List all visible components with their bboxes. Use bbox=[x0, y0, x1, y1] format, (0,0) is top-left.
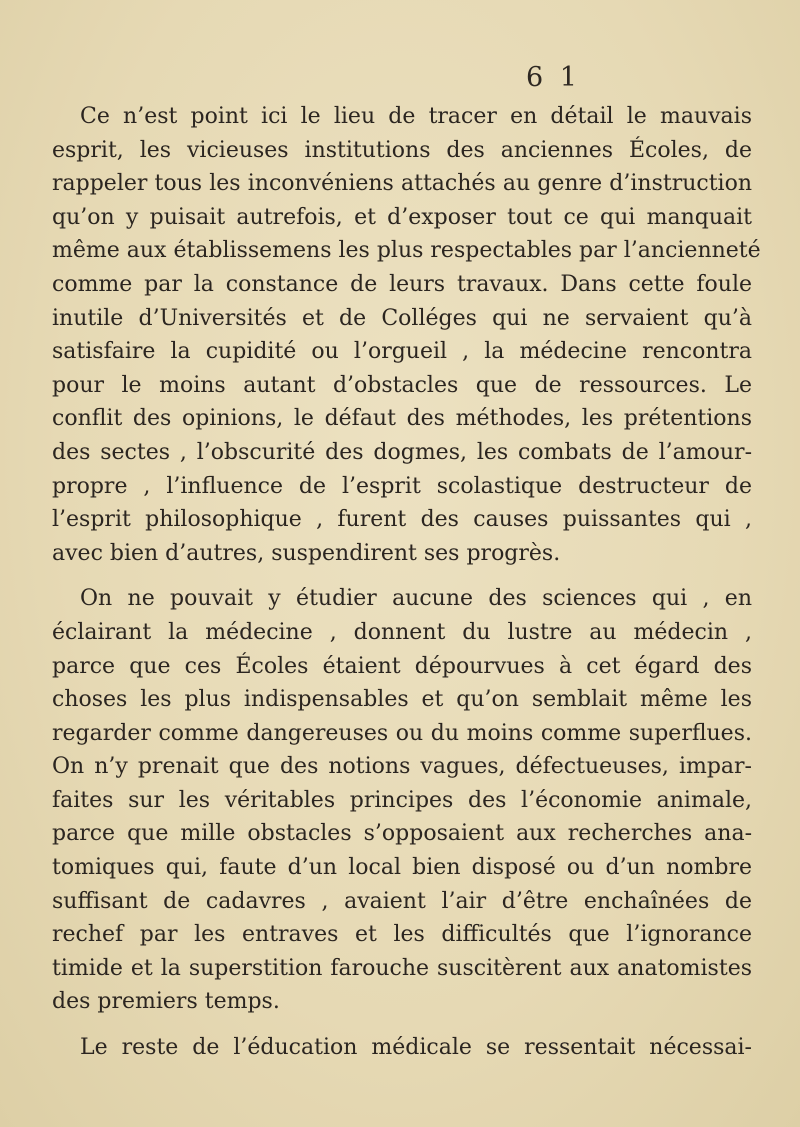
text-line: On ne pouvait y étudier aucune des sciences qui , en bbox=[80, 586, 752, 612]
text-line: regarder comme dangereuses ou du moins comme superflues. bbox=[52, 720, 752, 746]
text-line: On n’y prenait que des notions vagues, défectueuses, impar- bbox=[52, 754, 752, 780]
page-number: 6 1 bbox=[526, 62, 581, 93]
text-line: Le reste de l’éducation médicale se ressentait nécessai- bbox=[80, 1035, 752, 1061]
paragraph-spacer bbox=[52, 1019, 752, 1031]
text-line: parce que mille obstacles s’opposaient aux recherches ana- bbox=[52, 821, 752, 847]
paragraph-2 bbox=[52, 582, 752, 1019]
text-line: inutile d’Universités et de Colléges qui ne servaient qu’à bbox=[52, 305, 752, 331]
text-line: l’esprit philosophique , furent des causes puissantes qui , bbox=[52, 507, 752, 533]
text-line: rechef par les entraves et les difficultés que l’ignorance bbox=[52, 922, 752, 948]
text-line: esprit, les vicieuses institutions des anciennes Écoles, de bbox=[52, 137, 752, 163]
text-line: tomiques qui, faute d’un local bien disposé ou d’un nombre bbox=[52, 855, 752, 881]
text-line: parce que ces Écoles étaient dépourvues à cet égard des bbox=[52, 653, 752, 679]
text-line: satisfaire la cupidité ou l’orgueil , la médecine rencontra bbox=[52, 339, 752, 365]
text-line: suffisant de cadavres , avaient l’air d’être enchaînées de bbox=[52, 888, 752, 914]
text-line: des premiers temps. bbox=[52, 989, 280, 1015]
text-line: qu’on y puisait autrefois, et d’exposer tout ce qui manquait bbox=[52, 204, 752, 230]
text-line: Ce n’est point ici le lieu de tracer en détail le mauvais bbox=[80, 104, 752, 129]
body-text bbox=[52, 100, 761, 1065]
text-line: faites sur les véritables principes des l’économie animale, bbox=[52, 787, 752, 813]
text-line: éclairant la médecine , donnent du lustre au médecin , bbox=[52, 619, 752, 645]
text-line: conflit des opinions, le défaut des méthodes, les prétentions bbox=[52, 406, 752, 432]
text-line: propre , l’influence de l’esprit scolastique destructeur de bbox=[52, 473, 752, 499]
text-line: comme par la constance de leurs travaux. Dans cette foule bbox=[52, 271, 752, 297]
paragraph-3 bbox=[52, 1031, 752, 1065]
text-line: timide et la superstition farouche suscitèrent aux anatomistes bbox=[52, 955, 752, 981]
text-line: avec bien d’autres, suspendirent ses progrès. bbox=[52, 540, 561, 566]
paragraph-spacer bbox=[52, 570, 752, 582]
text-line: choses les plus indispensables et qu’on semblait même les bbox=[52, 687, 752, 713]
text-line: même aux établissemens les plus respectables par l’ancienneté bbox=[52, 238, 761, 264]
text-line: pour le moins autant d’obstacles que de ressources. Le bbox=[52, 372, 752, 398]
text-line: rappeler tous les inconvéniens attachés au genre d’instruction bbox=[52, 171, 752, 197]
text-line: des sectes , l’obscurité des dogmes, les combats de l’amour- bbox=[52, 439, 752, 465]
paragraph-1 bbox=[52, 100, 761, 570]
